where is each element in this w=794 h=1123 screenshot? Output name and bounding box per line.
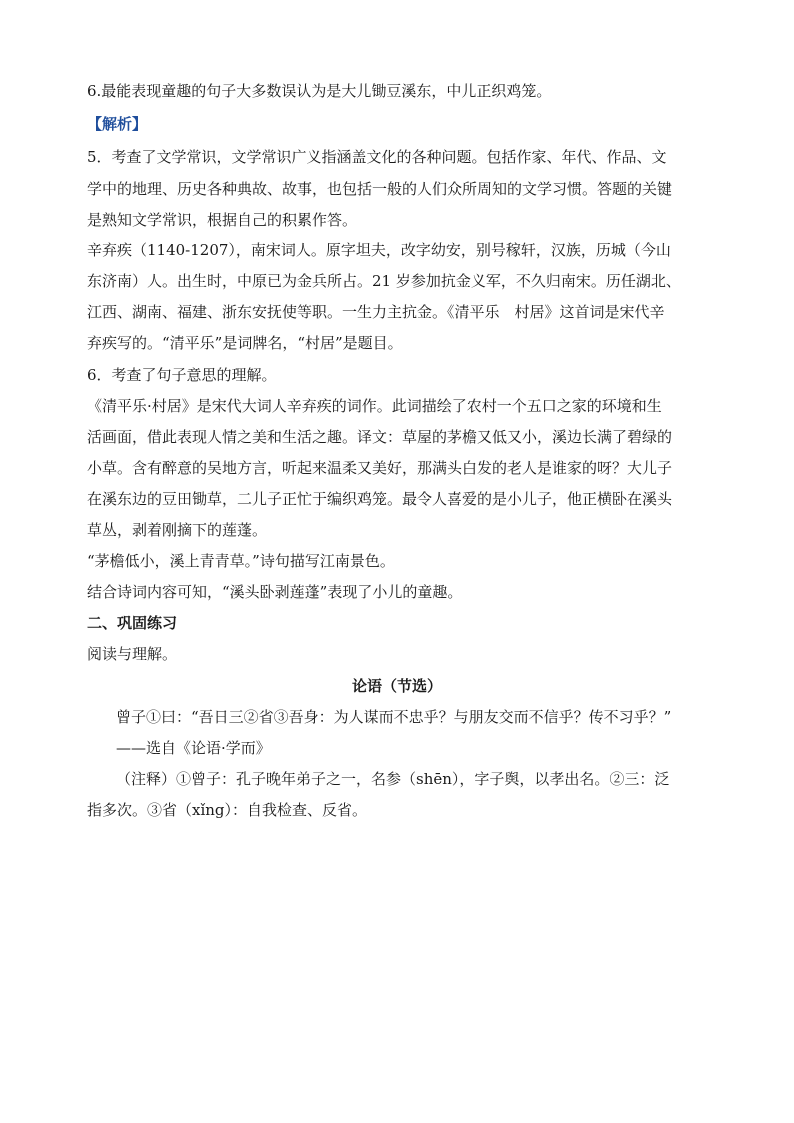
passage-title: 论语（节选） xyxy=(351,677,442,695)
analysis-5-line-2: 学中的地理、历史各种典故、故事，也包括一般的人们众所周知的文学习惯。答题的关键 xyxy=(87,180,673,198)
xinqiji-bio-line-4: 弃疾写的。“清平乐”是词牌名，“村居”是题目。 xyxy=(87,334,403,352)
poem-analysis-line-3: 小草。含有醉意的吴地方言，听起来温柔又美好，那满头白发的老人是谁家的呀？大儿子 xyxy=(87,459,673,477)
poem-analysis-line-1: 《清平乐·村居》是宋代大词人辛弃疾的词作。此词描绘了农村一个五口之家的环境和生 xyxy=(87,397,662,415)
annotation-line-1: （注释）①曾子：孔子晚年弟子之一，名参（shēn），字子舆，以孝出名。②三：泛 xyxy=(116,770,670,788)
analysis-6-heading: 6．考查了句子意思的理解。 xyxy=(87,366,277,384)
xinqiji-bio-line-1: 辛弃疾（1140-1207），南宋词人。原字坦夫，改字幼安，别号稼轩，汉族，历城（今山 xyxy=(87,241,671,259)
poem-analysis-line-2: 活画面，借此表现人情之美和生活之趣。译文：草屋的茅檐又低又小，溪边长满了碧绿的 xyxy=(87,428,673,446)
section-heading: 二、巩固练习 xyxy=(87,614,178,632)
poem-analysis-line-4: 在溪东边的豆田锄草，二儿子正忙于编织鸡笼。最令人喜爱的是小儿子，他正横卧在溪头 xyxy=(87,490,673,508)
annotation-line-2: 指多次。③省（xǐng）：自我检查、反省。 xyxy=(87,801,368,819)
analysis-heading: 【解析】 xyxy=(87,115,148,133)
poem-quote-line: “茅檐低小，溪上青青草。”诗句描写江南景色。 xyxy=(87,552,395,570)
passage-text: 曾子①曰：“吾日三②省③吾身：为人谋而不忠乎？与朋友交而不信乎？传不习乎？” xyxy=(116,708,672,726)
analysis-5-line-1: 5．考查了文学常识，文学常识广义指涵盖文化的各种问题。包括作家、年代、作品、文 xyxy=(87,148,667,166)
analysis-5-line-3: 是熟知文学常识，根据自己的积累作答。 xyxy=(87,211,358,229)
conclusion-line: 结合诗词内容可知，“溪头卧剥莲蓬”表现了小儿的童趣。 xyxy=(87,583,463,601)
reading-instruction: 阅读与理解。 xyxy=(87,645,178,663)
xinqiji-bio-line-3: 江西、湖南、福建、浙东安抚使等职。一生力主抗金。《清平乐 村居》这首词是宋代辛 xyxy=(87,303,665,321)
passage-source: ——选自《论语·学而》 xyxy=(116,739,271,757)
xinqiji-bio-line-2: 东济南）人。出生时，中原已为金兵所占。21 岁参加抗金义军，不久归南宋。历任湖北、 xyxy=(87,272,681,290)
answer-6-line: 6.最能表现童趣的句子大多数误认为是大儿锄豆溪东，中儿正织鸡笼。 xyxy=(87,82,552,100)
poem-analysis-line-5: 草丛，剥着刚摘下的莲蓬。 xyxy=(87,521,268,539)
